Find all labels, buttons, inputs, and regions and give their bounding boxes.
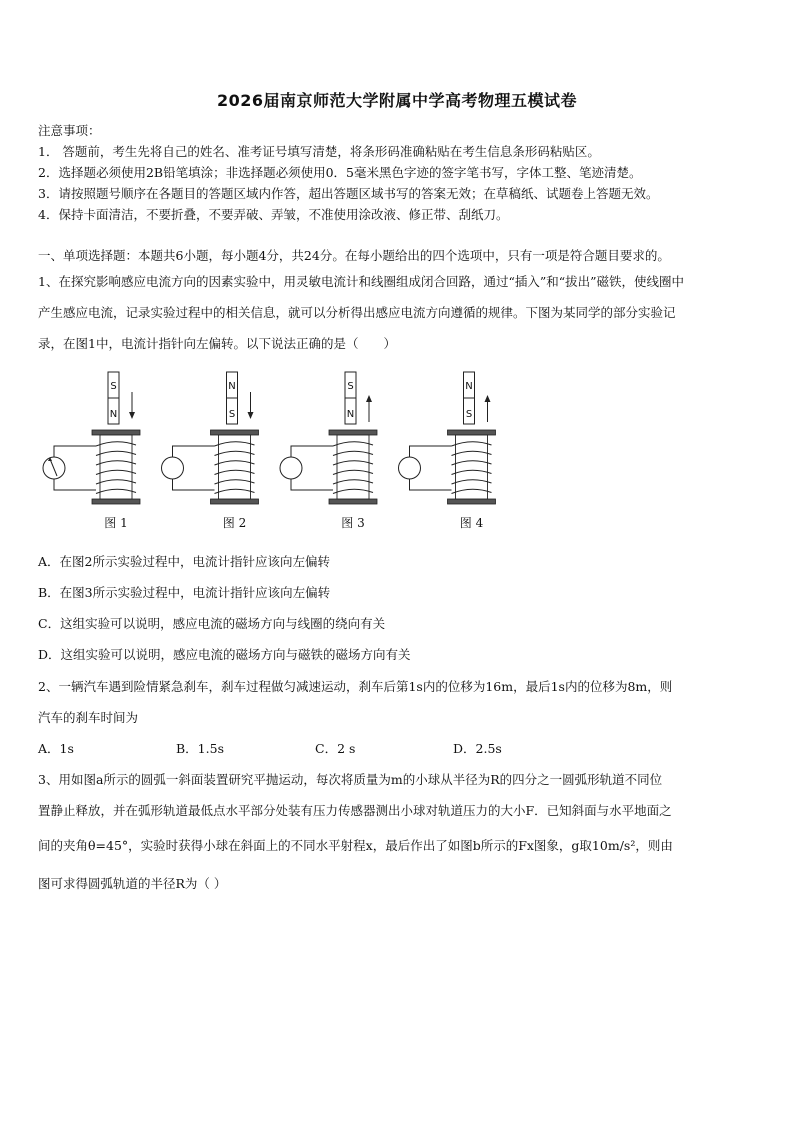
wire-bottom bbox=[54, 479, 96, 490]
notice-item: 4．保持卡面清洁，不要折叠，不要弄破、弄皱，不准使用涂改液、修正带、刮纸刀。 bbox=[38, 207, 509, 222]
magnet-bottom-pole-label: S bbox=[228, 409, 236, 420]
wire-top bbox=[291, 446, 333, 457]
figure-panel-2 bbox=[162, 372, 259, 530]
coil-top-plate bbox=[92, 430, 140, 435]
motion-arrow-up-icon bbox=[485, 395, 491, 402]
question-3-text: 图可求得圆弧轨道的半径R为（ ） bbox=[38, 876, 227, 891]
motion-arrow-up-icon bbox=[366, 395, 372, 402]
galvanometer-icon bbox=[280, 457, 302, 479]
galvanometer-icon bbox=[399, 457, 421, 479]
wire-bottom bbox=[291, 479, 333, 490]
magnet-bottom-pole-label: N bbox=[109, 409, 118, 420]
magnet-top-pole-label: N bbox=[465, 381, 473, 392]
notice-item: 3．请按照题号顺序在各题目的答题区域内作答，超出答题区域书写的答案无效；在草稿纸、试题卷上答题无效。 bbox=[38, 186, 659, 201]
notice-item: 1． 答题前，考生先将自己的姓名、准考证号填写清楚，将条形码准确粘贴在考生信息条形码粘贴区。 bbox=[38, 144, 600, 159]
coil-top-plate bbox=[211, 430, 259, 435]
question-1-text: 1、在探究影响感应电流方向的因素实验中，用灵敏电流计和线圈组成闭合回路，通过“插入”和“拔出”磁铁，使线圈中 bbox=[38, 274, 685, 289]
wire-top bbox=[410, 446, 452, 457]
figure-panel-4 bbox=[399, 372, 496, 530]
magnet-top-pole-label: N bbox=[228, 381, 236, 392]
question-2-option-a: A．1s bbox=[38, 741, 74, 756]
figure-panel-1 bbox=[43, 372, 140, 530]
coil-bottom-plate bbox=[92, 499, 140, 504]
notice-heading: 注意事项： bbox=[38, 123, 101, 138]
question-1-option-a: A．在图2所示实验过程中，电流计指针应该向左偏转 bbox=[38, 554, 330, 569]
question-1-figure bbox=[36, 362, 496, 540]
figure-caption: 图 1 bbox=[104, 516, 128, 530]
wire-bottom bbox=[410, 479, 452, 490]
question-2-text: 汽车的刹车时间为 bbox=[38, 710, 139, 725]
magnet-bottom-pole-label: N bbox=[346, 409, 355, 420]
section-heading: 一、单项选择题：本题共6小题，每小题4分，共24分。在每小题给出的四个选项中，只有一项是符合题目要求的。 bbox=[38, 248, 670, 263]
wire-top bbox=[173, 446, 215, 457]
figure-panel-3 bbox=[280, 372, 377, 530]
question-3-text: 3、用如图a所示的圆弧一斜面装置研究平抛运动，每次将质量为m的小球从半径为R的四分之一圆弧形轨道不同位 bbox=[38, 772, 663, 787]
question-2-option-d: D．2.5s bbox=[453, 741, 502, 756]
question-2-option-b: B．1.5s bbox=[176, 741, 224, 756]
coil-bottom-plate bbox=[211, 499, 259, 504]
wire-top bbox=[54, 446, 96, 457]
question-1-text: 录，在图1中，电流计指针向左偏转。以下说法正确的是（ ） bbox=[38, 336, 396, 351]
question-3-text: 间的夹角θ=45°，实验时获得小球在斜面上的不同水平射程x，最后作出了如图b所示的Fx图象，g取10m/s²，则由 bbox=[38, 838, 673, 853]
magnet-top-pole-label: S bbox=[347, 381, 354, 392]
galvanometer-icon bbox=[162, 457, 184, 479]
figure-caption: 图 3 bbox=[341, 516, 365, 530]
figure-caption: 图 2 bbox=[222, 516, 247, 530]
motion-arrow-down-icon bbox=[129, 412, 135, 419]
question-1-option-d: D．这组实验可以说明，感应电流的磁场方向与磁铁的磁场方向有关 bbox=[38, 647, 411, 662]
question-1-text: 产生感应电流，记录实验过程中的相关信息，就可以分析得出感应电流方向遵循的规律。下图为某同学的部分实验记 bbox=[38, 305, 676, 320]
question-2-text: 2、一辆汽车遇到险情紧急刹车，刹车过程做匀减速运动，刹车后第1s内的位移为16m，最后1s内的位移为8m，则 bbox=[38, 679, 673, 694]
question-1-option-c: C．这组实验可以说明，感应电流的磁场方向与线圈的绕向有关 bbox=[38, 616, 386, 631]
question-3-text: 置静止释放，并在弧形轨道最低点水平部分处装有压力传感器测出小球对轨道压力的大小F．已知斜面与水平地面之 bbox=[38, 803, 672, 818]
notice-item: 2．选择题必须使用2B铅笔填涂；非选择题必须使用0．5毫米黑色字迹的签字笔书写，字体工整、笔迹清楚。 bbox=[38, 165, 642, 180]
magnet-top-pole-label: S bbox=[110, 381, 117, 392]
coil-top-plate bbox=[329, 430, 377, 435]
motion-arrow-down-icon bbox=[248, 412, 254, 419]
wire-bottom bbox=[173, 479, 215, 490]
figure-caption: 图 4 bbox=[459, 516, 484, 530]
coil-bottom-plate bbox=[448, 499, 496, 504]
page-title: 2026届南京师范大学附属中学高考物理五模试卷 bbox=[216, 91, 578, 110]
coil-bottom-plate bbox=[329, 499, 377, 504]
magnet-bottom-pole-label: S bbox=[465, 409, 473, 420]
question-1-option-b: B．在图3所示实验过程中，电流计指针应该向左偏转 bbox=[38, 585, 331, 600]
question-2-option-c: C．2 s bbox=[315, 741, 356, 756]
coil-top-plate bbox=[448, 430, 496, 435]
